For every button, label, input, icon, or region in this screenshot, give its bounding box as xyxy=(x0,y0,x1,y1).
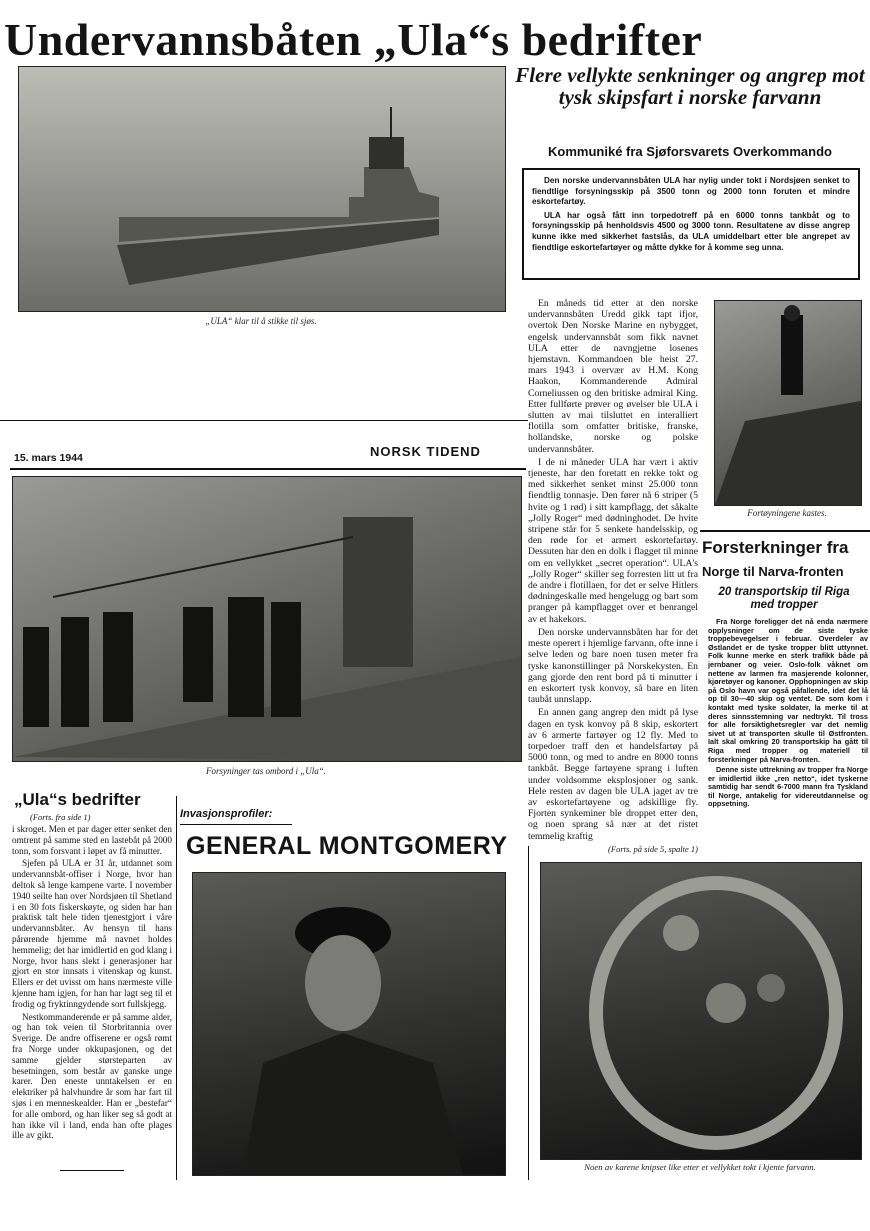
photo-montgomery xyxy=(192,872,506,1176)
crew-on-deck-illustration-icon xyxy=(13,477,521,761)
paper-name: NORSK TIDEND xyxy=(370,444,481,459)
photo-supplies-aboard xyxy=(12,476,522,762)
story-paragraph: En annen gang angrep den midt på lyse dagen en tysk konvoy på 8 skip, eskortert av 6 armerte fartøyer og 12 fly. Med to torpedoer traff den et handelsfartøy på 5000 tonn, og med to andre en 8000 tonns tankbåt. Begge fartøyene sprang i luften under voldsomme eksplosjoner og sank. Hele resten av dagen ble ULA jaget av tre av eskortefartøyene og adskillige fly. Fjorten synkeminer ble droppet etter den, og noen sprang så nær at det ristet temmelig kraftig xyxy=(528,707,698,842)
cont-paragraph: Nestkommanderende er på samme alder, og han tok veien til Storbritannia over Sverige. De andre offiserene er også rømt fra Norge under okkupasjonen, og det samme gjelder størsteparten av besetningen, som består av ganske unge karer. Den eneste unntakelsen er en elektriker på halvhundre år som har fart til sjøs i en menneskealder. Han er „bestefar“ for alle ombord, og han liker seg så godt at han ikke vil i land, enda han ofte plages ille av gikt. xyxy=(12,1011,172,1141)
photo-big-caption: Forsyninger tas ombord i „Ula“. xyxy=(206,766,326,776)
communique-box xyxy=(522,168,860,280)
story-paragraph: I de ni måneder ULA har vært i aktiv tjeneste, har den foretatt en rekke tokt og med sikkerhet senket minst 25.000 tonn fiendtlig tonnasje. Den fører nå 6 striper (5 hvite og 1 rød) i sitt kampflagg, det såkalte „Jolly Roger“ med dødninghodet. De hvite stripene står for 5 senkete handelsskip, og den røde for et armert eskortefartøy. Dessuten har den en dolk i flagget til minne om en vellykket „secret operation“. ULA's „Jolly Roger“ skiller seg forresten litt ut fra de andre i flotillaen, for det er selve Hitlers dødningeskalle med hengelugg og bart som pranger på kampflagget over et benrangel av et hakekors. xyxy=(528,456,698,625)
cont-column xyxy=(12,824,172,1143)
dateline: 15. mars 1944 xyxy=(14,452,83,464)
dateline-underline xyxy=(10,468,526,470)
communique-paragraph-2: ULA har også fått inn torpedotreff på en 6000 tonns tankbåt og to forsyningsskip på henholdsvis 4500 og 3000 tonn. Resultatene av disse angrep kunne ikke med sikkerhet fastslås, da ULA umiddelbart etter ble angrepet av fiendtlige eskortefartøyer og måtte dykke for å komme seg unna. xyxy=(532,210,850,252)
photo1-caption: „ULA“ klar til å stikke til sjøs. xyxy=(205,316,317,326)
hatch-left-rule xyxy=(528,846,529,1180)
cont-paragraph: Sjefen på ULA er 31 år, utdannet som undervannsbåt-offiser i Norge, hvor han deltok så lenge kampene varte. I november 1940 seilte han over Nordsjøen til Shetland i en 30 fots fiskerskøyte, og siden har han praktisk talt hele tiden tjenestgjort i våre undervannsbåter. Av hensyn til hans pårørende hjemme må navnet holdes hemmelig; det har imidlertid en god klang i Norge, hvor hans slekt i generasjoner har gjort en stor innsats i vitenskap og kunst. Ellers er det uvisst om hans nærmeste ville kjenne ham igjen, for han har lagt seg til et frodig og fryktinngydende sort fullskjegg. xyxy=(12,858,172,1009)
communique-title: Kommuniké fra Sjøforsvarets Overkommando xyxy=(548,144,832,159)
forst-paragraph: Denne siste uttrekning av tropper fra Norge er imidlertid ikke „ren netto“, idet tyskerne samtidig har sendt 6-7000 mann fra Tyskland til Norge, antakelig for videreutdannelse og oppsetning. xyxy=(708,765,868,809)
story-continued-note: (Forts. på side 5, spalte 1) xyxy=(608,843,698,854)
montgomery-title: GENERAL MONTGOMERY xyxy=(186,832,508,860)
story-column xyxy=(528,298,698,855)
photo-mooring-cast-off xyxy=(714,300,862,506)
photo-submarine-at-sea xyxy=(18,66,506,312)
forst-subtitle: Norge til Narva-fronten xyxy=(702,564,844,579)
cont-from-note: (Forts. fra side 1) xyxy=(30,812,91,822)
story-paragraph: En måneds tid etter at den norske undervannsbåten Uredd gikk tapt ifjor, overtok Den Norske Marine en nybygget, engelsk undervannsbåt som fikk navnet ULA etter de navngjetne losenes hjemstavn. Kommandoen ble heist 27. mars 1943 i overvær av H.M. Kong Haakon, Kommanderende Admiral Corneliussen og den britiske admiral King. Etter fullførte prøver og øvelser ble ULA i slutten av mai tilsluttet en interalliert flotilla som omfatter britiske, franske, hollandske, norske og polske undervannsbåter. xyxy=(528,298,698,455)
invasion-label-rule xyxy=(180,824,292,825)
photo-deck-caption: Fortøyningene kastes. xyxy=(747,508,827,518)
story-paragraph: Den norske undervannsbåten har for det meste operert i hjemlige farvann, ofte inne i selve leden og bare noen tusen meter fra tyske kanonstillinger på Norskekysten. En gang gjorde den rent bord på ti minutter i en eskortert tysk konvoy, så bare en liten taubåt unnslapp. xyxy=(528,626,699,706)
cont-title: „Ula“s bedrifter xyxy=(14,790,141,809)
subheadline: Flere vellykte senkninger og angrep mot tysk skipsfart i norske farvann xyxy=(515,63,865,109)
main-headline: Undervannsbåten „Ula“s bedrifter xyxy=(4,14,703,65)
dateline-rule xyxy=(0,420,528,421)
forst-deck: 20 transportskip til Riga med tropper xyxy=(718,586,850,611)
photo-hatch-caption: Noen av karene knipset like etter et vellykket tokt i kjente farvann. xyxy=(584,1162,816,1172)
invasion-label: Invasjonsprofiler: xyxy=(180,808,273,820)
portrait-illustration-icon xyxy=(193,873,505,1175)
forst-body xyxy=(708,618,868,809)
forst-paragraph: Fra Norge foreligger det nå enda nærmere opplysninger om de siste tyske troppebevegelser i februar. Overdeler av Østlandet er de tyske tropper blitt uttynnet. Folk kunne merke en sterk trafikk både på jernbaner og veier. Oslo-folk våknet om nettene av larmen fra masjerende kolonner, kjøretøyer og kanoner. Opphopningen av skip på Oslo havn var også påfallende, idet det lå op til 30—40 skip og ventet. De som kom i kontakt med tyske soldater, la merke til at deres sinnsstemning var nedtrykt. Til tross for alle forsiktighetsregler var det nemlig sivet ut at transporten skulle til Østfronten. Ialt skal omkring 20 transportskip ha gått til Riga med tropper og materiell til forsterkninger på Narva-fronten. xyxy=(708,617,868,764)
cont-end-rule xyxy=(60,1170,124,1171)
forst-title: Forsterkninger fra xyxy=(702,538,849,557)
sailor-on-deck-illustration-icon xyxy=(715,301,861,505)
cont-paragraph: i skroget. Men et par dager etter senket den omtrent på samme sted en lastebåt på 2000 tonn, som forsvant i løpet av få minutter. xyxy=(12,824,172,856)
invasion-left-rule xyxy=(176,796,177,1180)
submarine-illustration-icon xyxy=(19,67,505,311)
forst-top-rule xyxy=(700,530,870,532)
photo-hatch-crew xyxy=(540,862,862,1160)
communique-paragraph-1: Den norske undervannsbåten ULA har nylig under tokt i Nordsjøen senket to fiendtlige forsyningsskip på 3500 tonn og 2000 tonn foruten et mindre eskortefartøy. xyxy=(532,176,850,207)
crew-in-hatch-illustration-icon xyxy=(541,863,861,1159)
